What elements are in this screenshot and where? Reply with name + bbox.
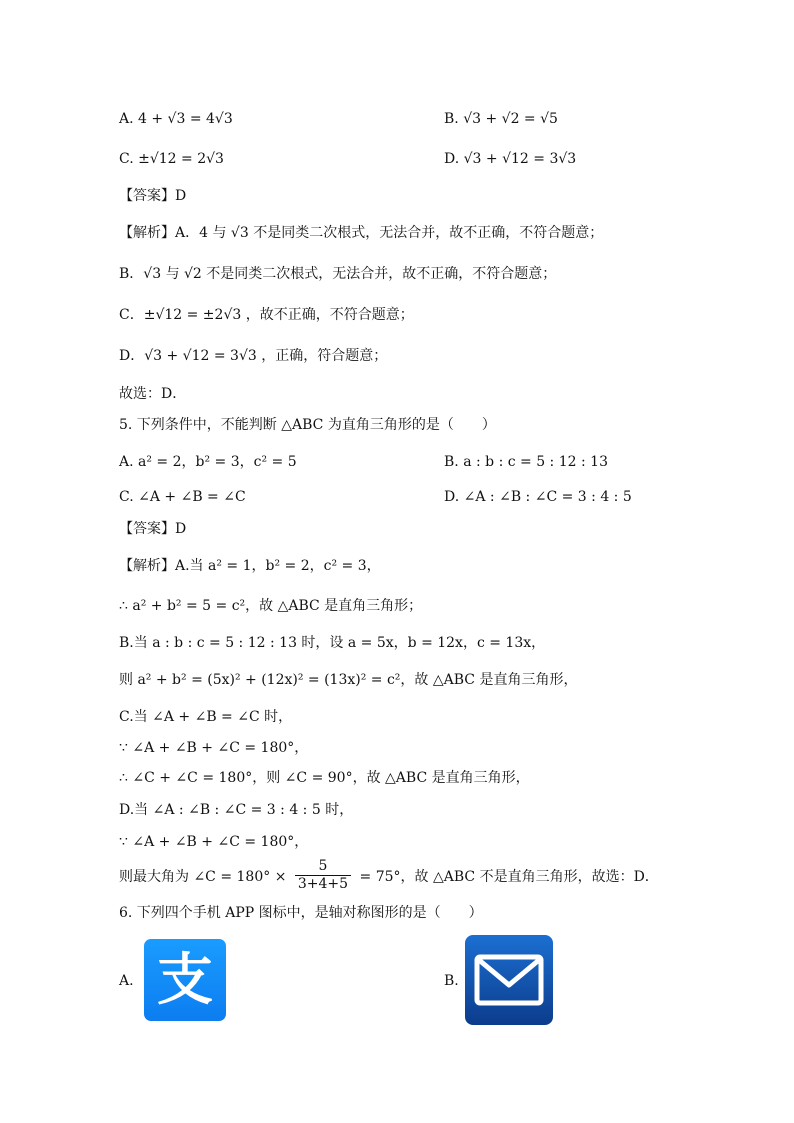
q6-stem: 6. 下列四个手机 APP 图标中，是轴对称图形的是（ ） [119,905,483,921]
q5-fraction-numerator: 5 [295,858,351,876]
q5-analysis-line: C.当 ∠A + ∠B = ∠C 时， [119,709,293,725]
q4-answer: 【答案】D [119,188,187,204]
q5-final-prefix: 则最大角为 ∠C = 180° × [119,869,287,885]
q5-analysis-line: D.当 ∠A : ∠B : ∠C = 3 : 4 : 5 时， [119,802,354,818]
q6-option-b-label: B. [444,973,459,989]
q5-analysis-line: ∵ ∠A + ∠B + ∠C = 180°， [119,740,309,756]
q5-analysis-line: 则 a² + b² = (5x)² + (12x)² = (13x)² = c²，故 △ABC 是直角三角形， [119,672,578,688]
q5-stem: 5. 下列条件中，不能判断 △ABC 为直角三角形的是（ ） [119,417,496,433]
q5-analysis-line: B.当 a : b : c = 5 : 12 : 13 时，设 a = 5x，b = 12x，c = 13x， [119,635,546,651]
mail-icon [465,935,553,1025]
q4-analysis-line: C．±√12 = ±2√3 ，故不正确，不符合题意； [119,307,414,323]
q5-final-line [119,858,659,896]
q5-answer: 【答案】D [119,521,187,537]
q6-option-a-label: A. [119,973,134,989]
alipay-character: 支 [157,948,213,1013]
q5-analysis-line: ∵ ∠A + ∠B + ∠C = 180°， [119,834,309,850]
q5-fraction [295,858,351,893]
q5-option-b: B. a : b : c = 5 : 12 : 13 [444,454,608,470]
q5-option-c: C. ∠A + ∠B = ∠C [119,489,246,505]
q4-option-d: D. √3 + √12 = 3√3 [444,151,577,167]
q5-analysis-line: ∴ a² + b² = 5 = c²，故 △ABC 是直角三角形； [119,598,423,614]
q4-option-c: C. ±√12 = 2√3 [119,151,224,167]
q4-analysis-line: B．√3 与 √2 不是同类二次根式，无法合并，故不正确，不符合题意； [119,266,557,282]
q4-option-b: B. √3 + √2 = √5 [444,111,558,127]
q4-analysis-line: D．√3 + √12 = 3√3 ，正确，符合题意； [119,348,388,364]
q5-analysis-line: 【解析】A.当 a² = 1，b² = 2，c² = 3， [119,558,381,574]
envelope-icon [465,935,553,1025]
q5-analysis-line: ∴ ∠C + ∠C = 180°，则 ∠C = 90°，故 △ABC 是直角三角形， [119,770,530,786]
q5-fraction-denominator: 3+4+5 [297,876,349,892]
q4-analysis-line: 故选：D． [119,386,187,402]
q5-option-d: D. ∠A : ∠B : ∠C = 3 : 4 : 5 [444,489,632,505]
q5-final-suffix: = 75°，故 △ABC 不是直角三角形，故选：D． [359,869,659,885]
q5-option-a: A. a² = 2，b² = 3，c² = 5 [119,454,297,470]
q4-analysis-line: 【解析】A．4 与 √3 不是同类二次根式，无法合并，故不正确，不符合题意； [119,225,604,241]
q4-option-a: A. 4 + √3 = 4√3 [119,111,233,127]
alipay-glyph [144,939,226,1021]
alipay-icon [144,939,226,1021]
